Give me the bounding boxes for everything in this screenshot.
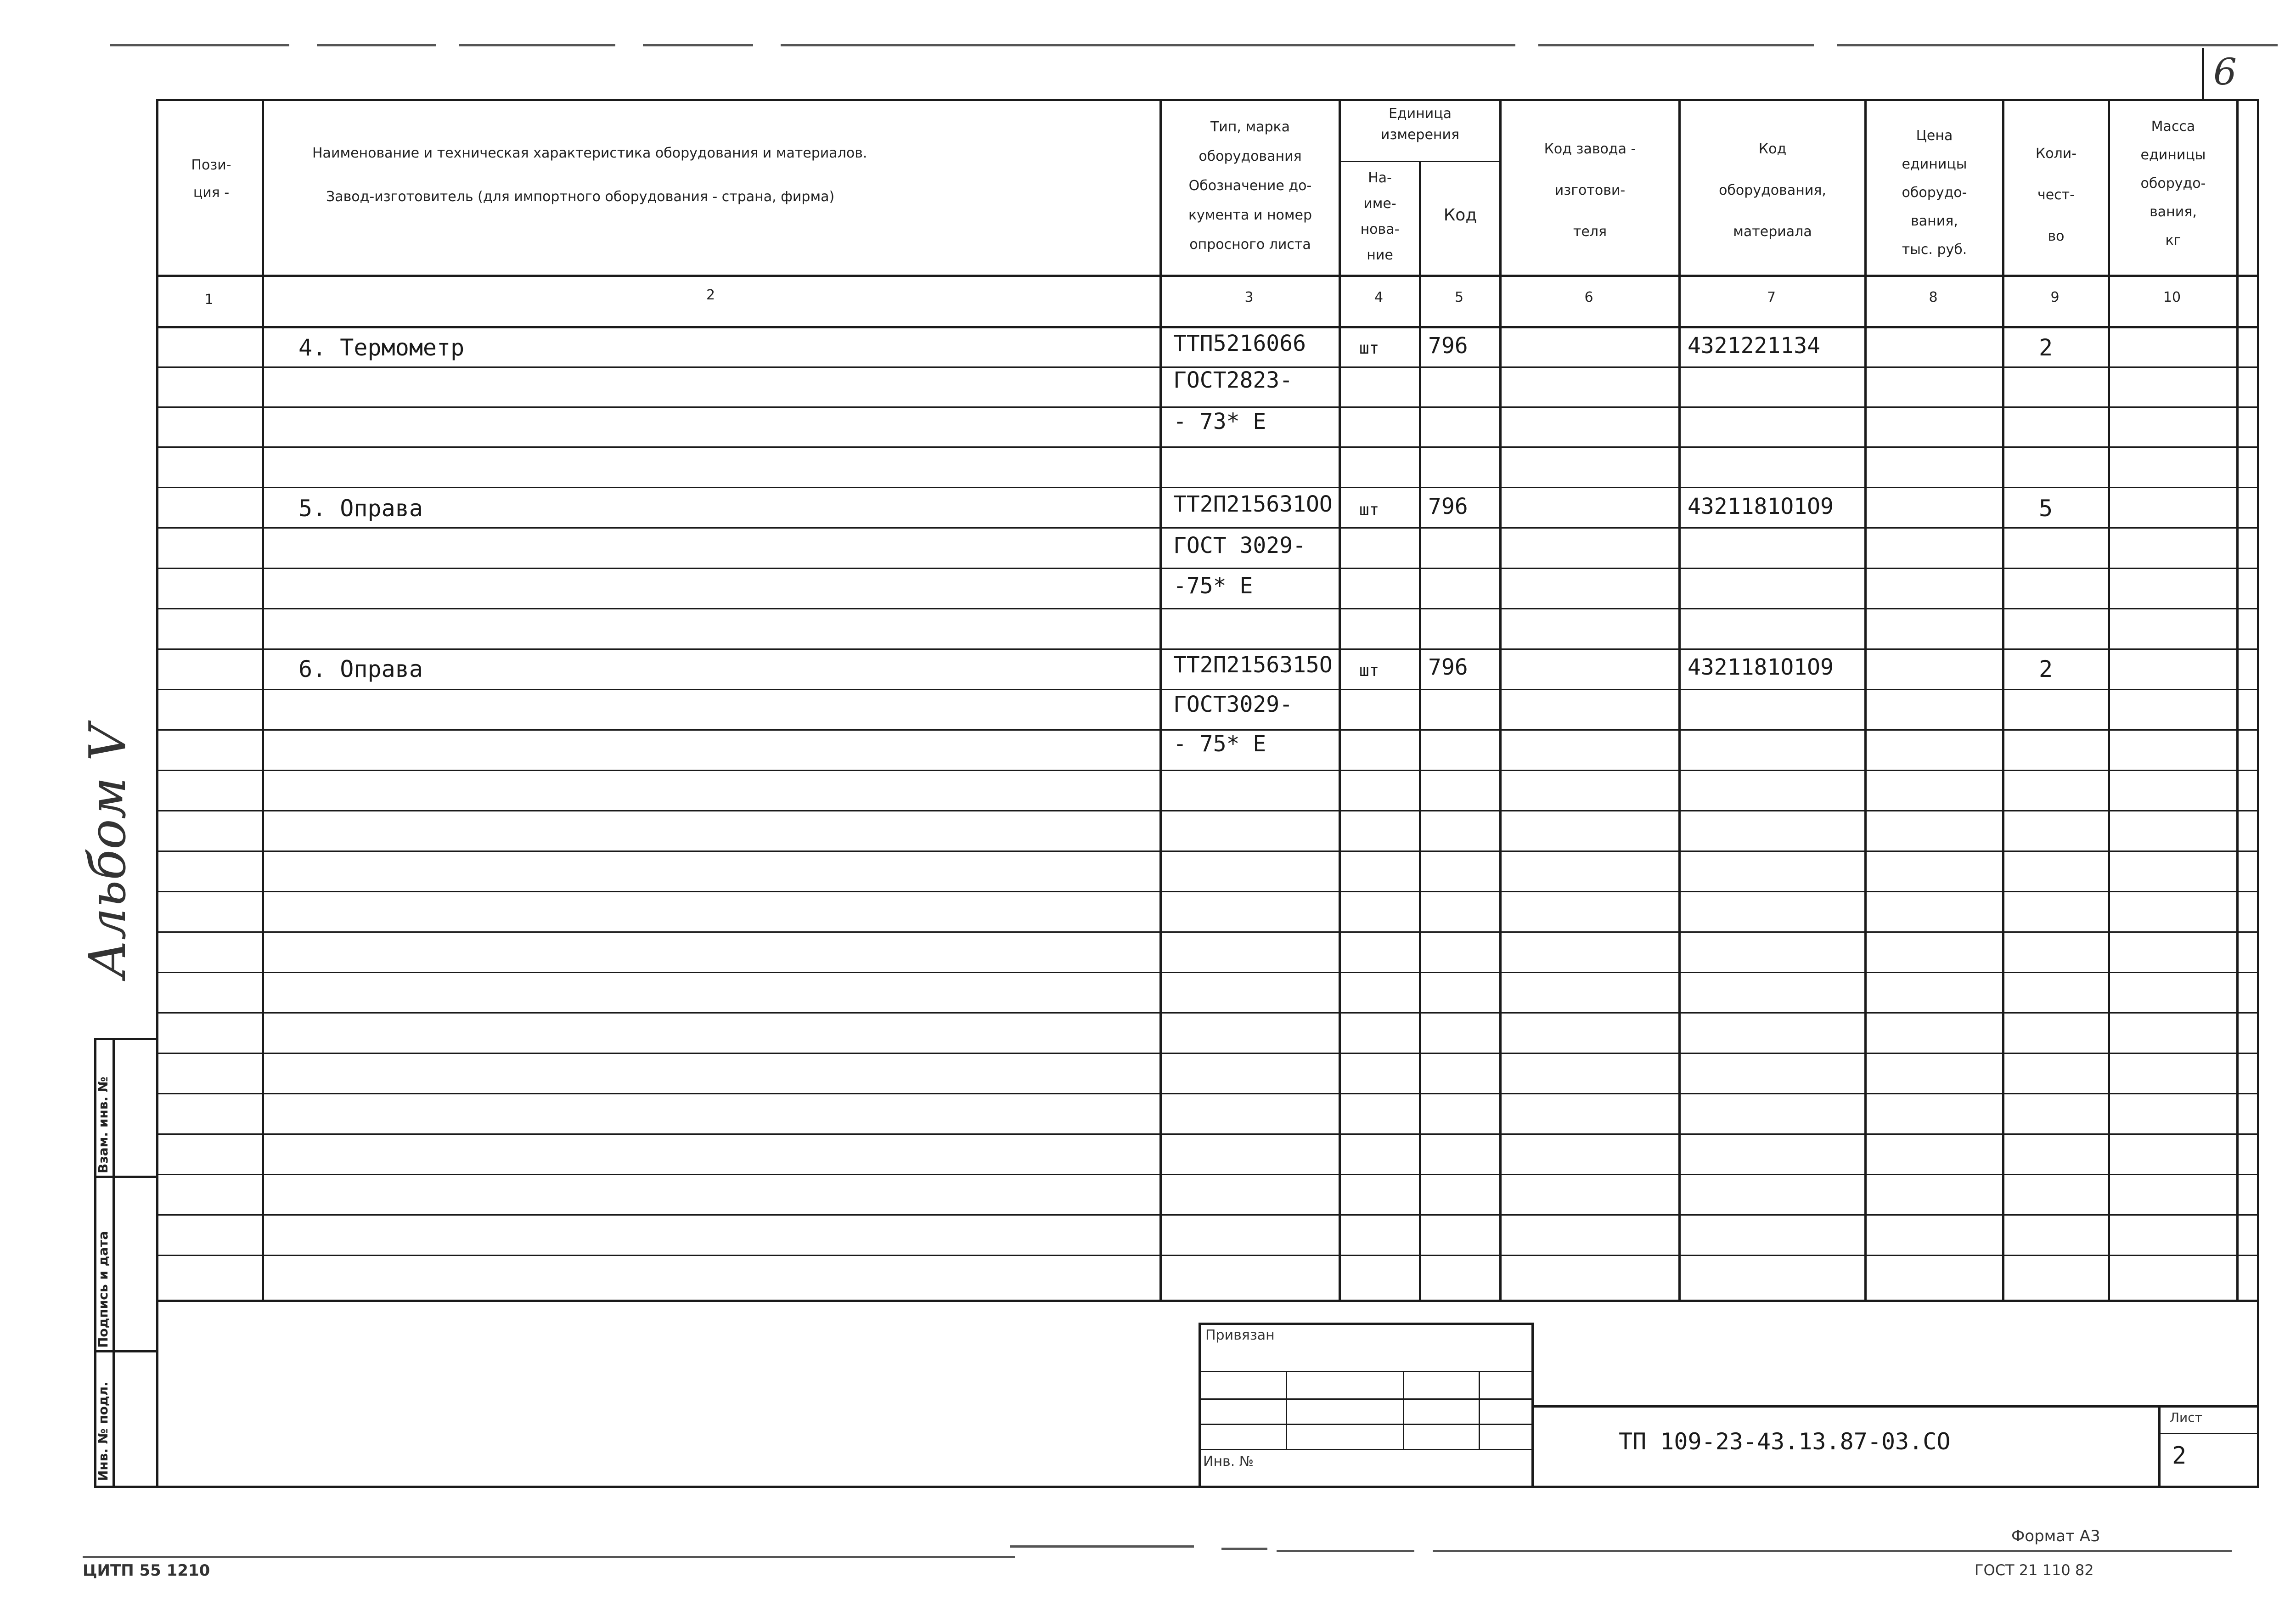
- item-type-line: ТТ2П2156315О: [1173, 652, 1333, 678]
- col-number-9: 9: [2050, 289, 2060, 305]
- col-number-7: 7: [1767, 289, 1776, 305]
- frame-top: [156, 99, 2259, 101]
- col-number-5: 5: [1454, 289, 1464, 305]
- header-material-code: Код оборудования, материала: [1719, 141, 1826, 240]
- document-code: ТП 109-23-43.13.87-03.СО: [1619, 1428, 1951, 1455]
- item-material-code: 4321181О1О9: [1688, 654, 1834, 680]
- footer-left: ЦИТП 55 1210: [83, 1561, 210, 1580]
- list-label: Лист: [2170, 1410, 2202, 1425]
- header-unit-name: На- име- нова- ние: [1360, 170, 1400, 263]
- col-number-4: 4: [1374, 289, 1384, 305]
- item-unit-code: 796: [1428, 654, 1468, 680]
- item-type-line: ГОСТ 3029-: [1173, 533, 1306, 558]
- item-type-line: ТТП5216066: [1173, 331, 1306, 356]
- footer-format: Формат А3: [2011, 1527, 2100, 1545]
- header-price: Цена единицы оборудо- вания, тыс. руб.: [1902, 128, 1967, 258]
- item-type-line: ТТ2П215631ОО: [1173, 491, 1333, 517]
- header-quantity: Коли- чест- во: [2035, 146, 2077, 244]
- item-type-line: - 73* Е: [1173, 409, 1266, 434]
- item-unit: шт: [1359, 501, 1379, 519]
- col-number-3: 3: [1244, 289, 1254, 305]
- list-number: 2: [2172, 1442, 2187, 1470]
- privyaz-label: Привязан: [1205, 1327, 1275, 1343]
- item-unit-code: 796: [1428, 333, 1468, 359]
- col-number-10: 10: [2163, 289, 2181, 305]
- item-type-line: -75* Е: [1173, 573, 1253, 599]
- side-stamp-field: Инв. № подл.: [96, 1381, 111, 1481]
- sheet-corner-number: 6: [2213, 51, 2237, 93]
- item-type-line: - 75* Е: [1173, 731, 1266, 757]
- header-mass: Масса единицы оборудо- вания, кг: [2140, 118, 2206, 248]
- item-type-line: ГОСТ2823-: [1173, 367, 1293, 393]
- album-label: Альбом V: [78, 724, 137, 978]
- col-number-6: 6: [1584, 289, 1593, 305]
- header-type: Тип, марка оборудования Обозначение до- кумента и номер опросного листа: [1188, 119, 1312, 253]
- col-number-8: 8: [1929, 289, 1938, 305]
- header-name-line2: Завод-изготовитель (для импортного оборудования - страна, фирма): [326, 189, 835, 205]
- footer-gost: ГОСТ 21 110 82: [1975, 1561, 2094, 1579]
- header-position: Пози- ция -: [191, 157, 231, 201]
- item-unit: шт: [1359, 661, 1379, 680]
- item-name: 6. Оправа: [298, 656, 423, 682]
- side-stamp-field: Подпись и дата: [96, 1231, 111, 1348]
- side-stamp-field: Взам. инв. №: [96, 1076, 111, 1173]
- item-type-line: ГОСТ3029-: [1173, 692, 1293, 717]
- frame-right: [2257, 99, 2259, 1488]
- col-number-2: 2: [706, 287, 715, 303]
- item-material-code: 4321181О1О9: [1688, 494, 1834, 519]
- item-quantity: 2: [2039, 656, 2053, 682]
- item-material-code: 4321221134: [1688, 333, 1820, 359]
- header-unit: Единица измерения: [1380, 106, 1460, 143]
- corner-box-line: [2202, 48, 2204, 99]
- item-quantity: 2: [2039, 334, 2053, 361]
- header-factory-code: Код завода - изготови- теля: [1544, 141, 1636, 240]
- item-name: 5. Оправа: [298, 495, 423, 522]
- item-unit-code: 796: [1428, 494, 1468, 519]
- item-quantity: 5: [2039, 495, 2053, 522]
- item-name: 4. Термометр: [298, 334, 465, 361]
- col-number-1: 1: [204, 292, 214, 308]
- frame-bottom: [156, 1486, 2259, 1488]
- header-name-line1: Наименование и техническая характеристика оборудования и материалов.: [312, 145, 867, 161]
- inv-label: Инв. №: [1203, 1453, 1254, 1470]
- item-unit: шт: [1359, 339, 1379, 358]
- header-unit-code: Код: [1443, 206, 1477, 225]
